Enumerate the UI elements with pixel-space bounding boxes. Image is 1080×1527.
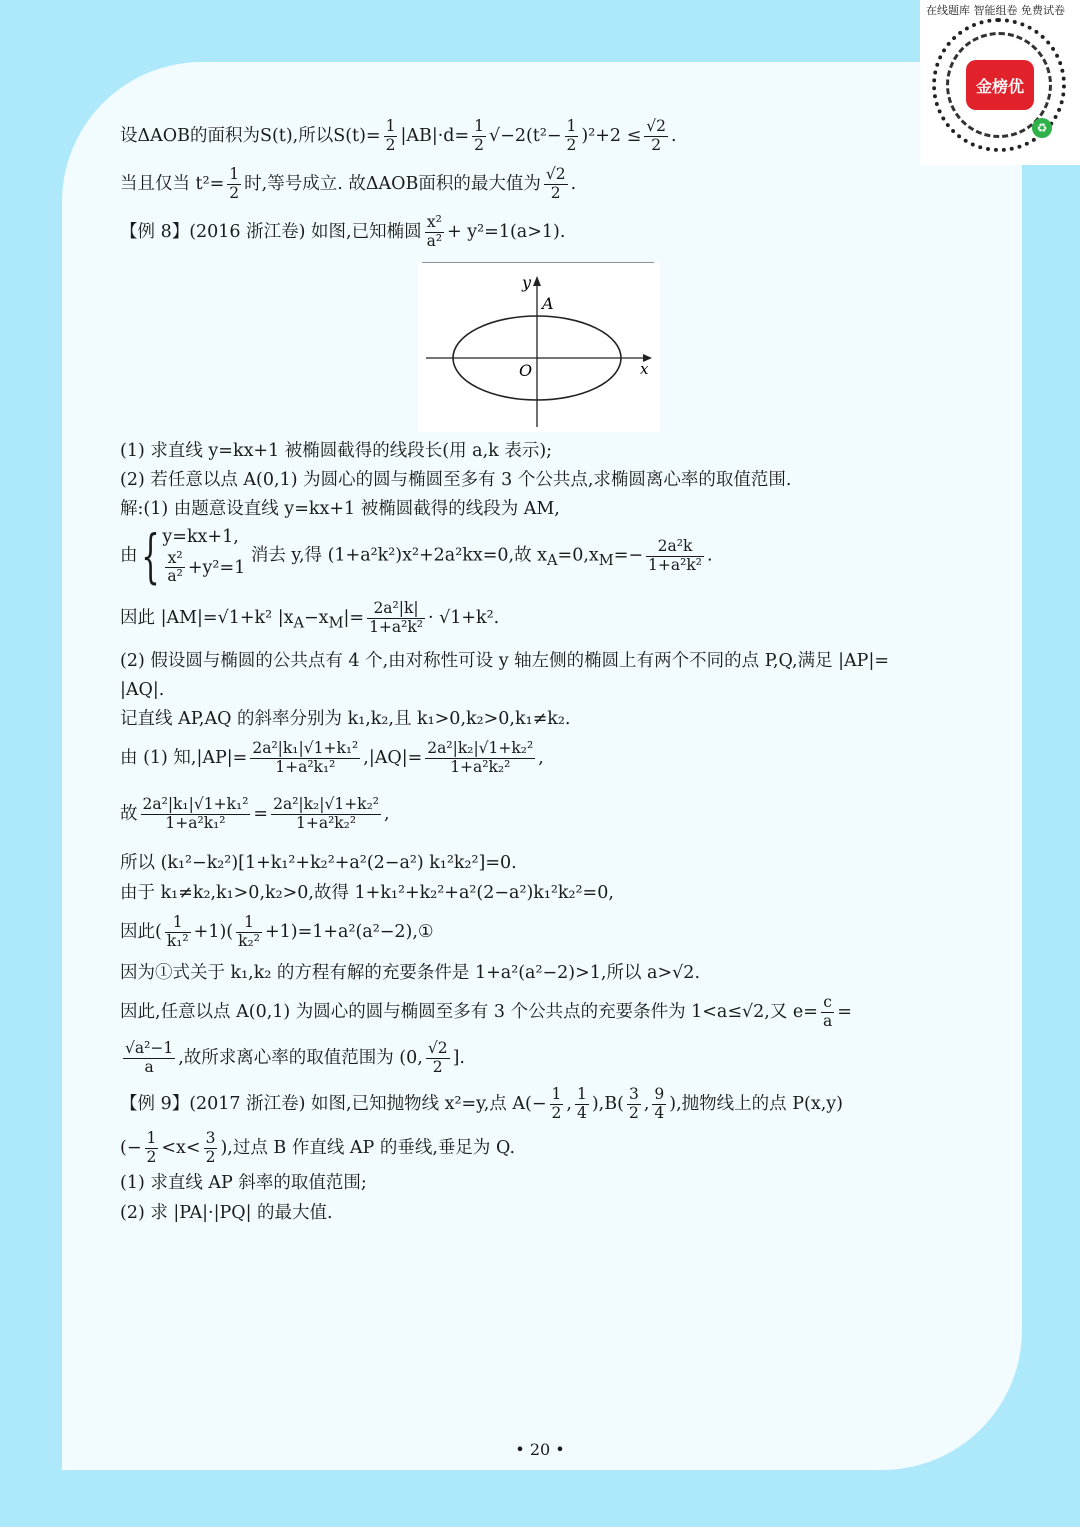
line-equality: 当且仅当 t²= $\frac{1}{2}$ 时,等号成立. 故ΔAOB面积的最大值为 $\frac{√2}{2}$ . xyxy=(120,165,577,202)
brand-logo: 金榜优 xyxy=(966,60,1034,110)
solution-line-1: 解:(1) 由题意设直线 y=kx+1 被椭圆截得的线段为 AM, xyxy=(120,499,560,519)
question-4: (2) 求 |PA|·|PQ| 的最大值. xyxy=(120,1203,333,1223)
point-a-label: A xyxy=(542,294,554,313)
badge-arc-text: 在线题库 智能组卷 免费试卷 xyxy=(926,4,1065,17)
solution-condition: 由于 k₁≠k₂,k₁>0,k₂>0,故得 1+k₁²+k₂²+a²(2−a²)k₁²k₂²=0, xyxy=(120,883,614,903)
question-1: (1) 求直线 y=kx+1 被椭圆截得的线段长(用 a,k 表示); xyxy=(120,441,553,461)
qr-code-badge[interactable] xyxy=(920,0,1080,165)
solution-eccentricity: 因此,任意以点 A(0,1) 为圆心的圆与椭圆至多有 3 个公共点的充要条件为 1<a≤√2,又 e= $\frac{c}{a}$ = xyxy=(120,993,852,1030)
question-2: (2) 若任意以点 A(0,1) 为圆心的圆与椭圆至多有 3 个公共点,求椭圆离心率的取值范围. xyxy=(120,470,792,490)
solution-equal: 故 $\frac{\text{2a²|k₁|√1+k₁²}}{\text{1+a²k₁²}}$ = $\frac{\text{2a²|k₂|√1+k₂²}}{\text{1+a²k₂²}}$ , xyxy=(120,795,390,832)
solution-range: $\frac{\text{√a²−1}}{a}$ ,故所求离心率的取值范围为 (0, $\frac{√2}{2}$ ]. xyxy=(125,1039,465,1076)
solution-aq: |AQ|. xyxy=(120,680,165,700)
y-axis-arrow xyxy=(533,276,541,286)
page-number: • 20 • xyxy=(515,1440,565,1459)
ellipse-diagram xyxy=(418,262,660,432)
mini-program-icon: ♻ xyxy=(1032,118,1052,138)
solution-part2: (2) 假设圆与椭圆的公共点有 4 个,由对称性可设 y 轴左侧的椭圆上有两个不同的点 P,Q,满足 |AP|= xyxy=(120,651,890,671)
solution-system: 由{ y=kx+1, $\frac{\text{x²}}{\text{a²}}$ +y²=1 消去 y,得 (1+a²k²)x²+2a²kx=0,故 $x_A=0,x_M=-$ $\frac{\text{2a²k}}{\text{1+a²k²}}$ . xyxy=(120,522,713,591)
solution-iff: 因为①式关于 k₁,k₂ 的方程有解的充要条件是 1+a²(a²−2)>1,所以 a>√2. xyxy=(120,963,701,983)
solution-slopes: 记直线 AP,AQ 的斜率分别为 k₁,k₂,且 k₁>0,k₂>0,k₁≠k₂. xyxy=(120,709,571,729)
y-label: y xyxy=(522,273,532,292)
solution-ap-aq: 由 (1) 知,|AP|= $\frac{\text{2a²|k₁|√1+k₁²}}{\text{1+a²k₁²}}$ ,|AQ|= $\frac{\text{2a²|k₂|√1+k₂²}}{\text{1+a²k₂²}}$ , xyxy=(120,739,544,776)
line-area-formula: 设ΔAOB的面积为S(t),所以S(t)= $\frac{1}{2}$ |AB|·d= $\frac{1}{2}$ √−2(t²− $\frac{1}{2}$ )²+2 ≤ $\frac{√2}{2}$ . xyxy=(120,117,677,154)
solution-product: 因此( $\frac{1}{\text{k₁²}}$ +1)( $\frac{1}{\text{k₂²}}$ +1)=1+a²(a²−2),① xyxy=(120,913,434,950)
example-9-heading: 【例 9】(2017 浙江卷) 如图,已知抛物线 x²=y,点 A(− $\frac{1}{2}$ , $\frac{1}{4}$ ),B( $\frac{3}{2}$ , $\frac{9}{4}$ ),抛物线上的点 P(x,y) xyxy=(120,1085,843,1122)
solution-factor: 所以 (k₁²−k₂²)[1+k₁²+k₂²+a²(2−a²) k₁²k₂²]=0. xyxy=(120,853,517,873)
x-label: x xyxy=(640,360,649,378)
example-9-domain: (− $\frac{1}{2}$ <x< $\frac{3}{2}$ ),过点 B 作直线 AP 的垂线,垂足为 Q. xyxy=(120,1129,516,1166)
question-3: (1) 求直线 AP 斜率的取值范围; xyxy=(120,1173,367,1193)
example-8-heading: 【例 8】(2016 浙江卷) 如图,已知椭圆 $\frac{\text{x²}}{\text{a²}}$ + y²=1(a>1). xyxy=(120,213,566,250)
origin-label: O xyxy=(519,361,533,380)
ellipse-figure xyxy=(418,262,660,432)
solution-am-length: 因此 |AM|=√1+k² $|x_A-x_M|=$ $\frac{\text{2a²|k|}}{\text{1+a²k²}}$ · √1+k². xyxy=(120,599,500,636)
